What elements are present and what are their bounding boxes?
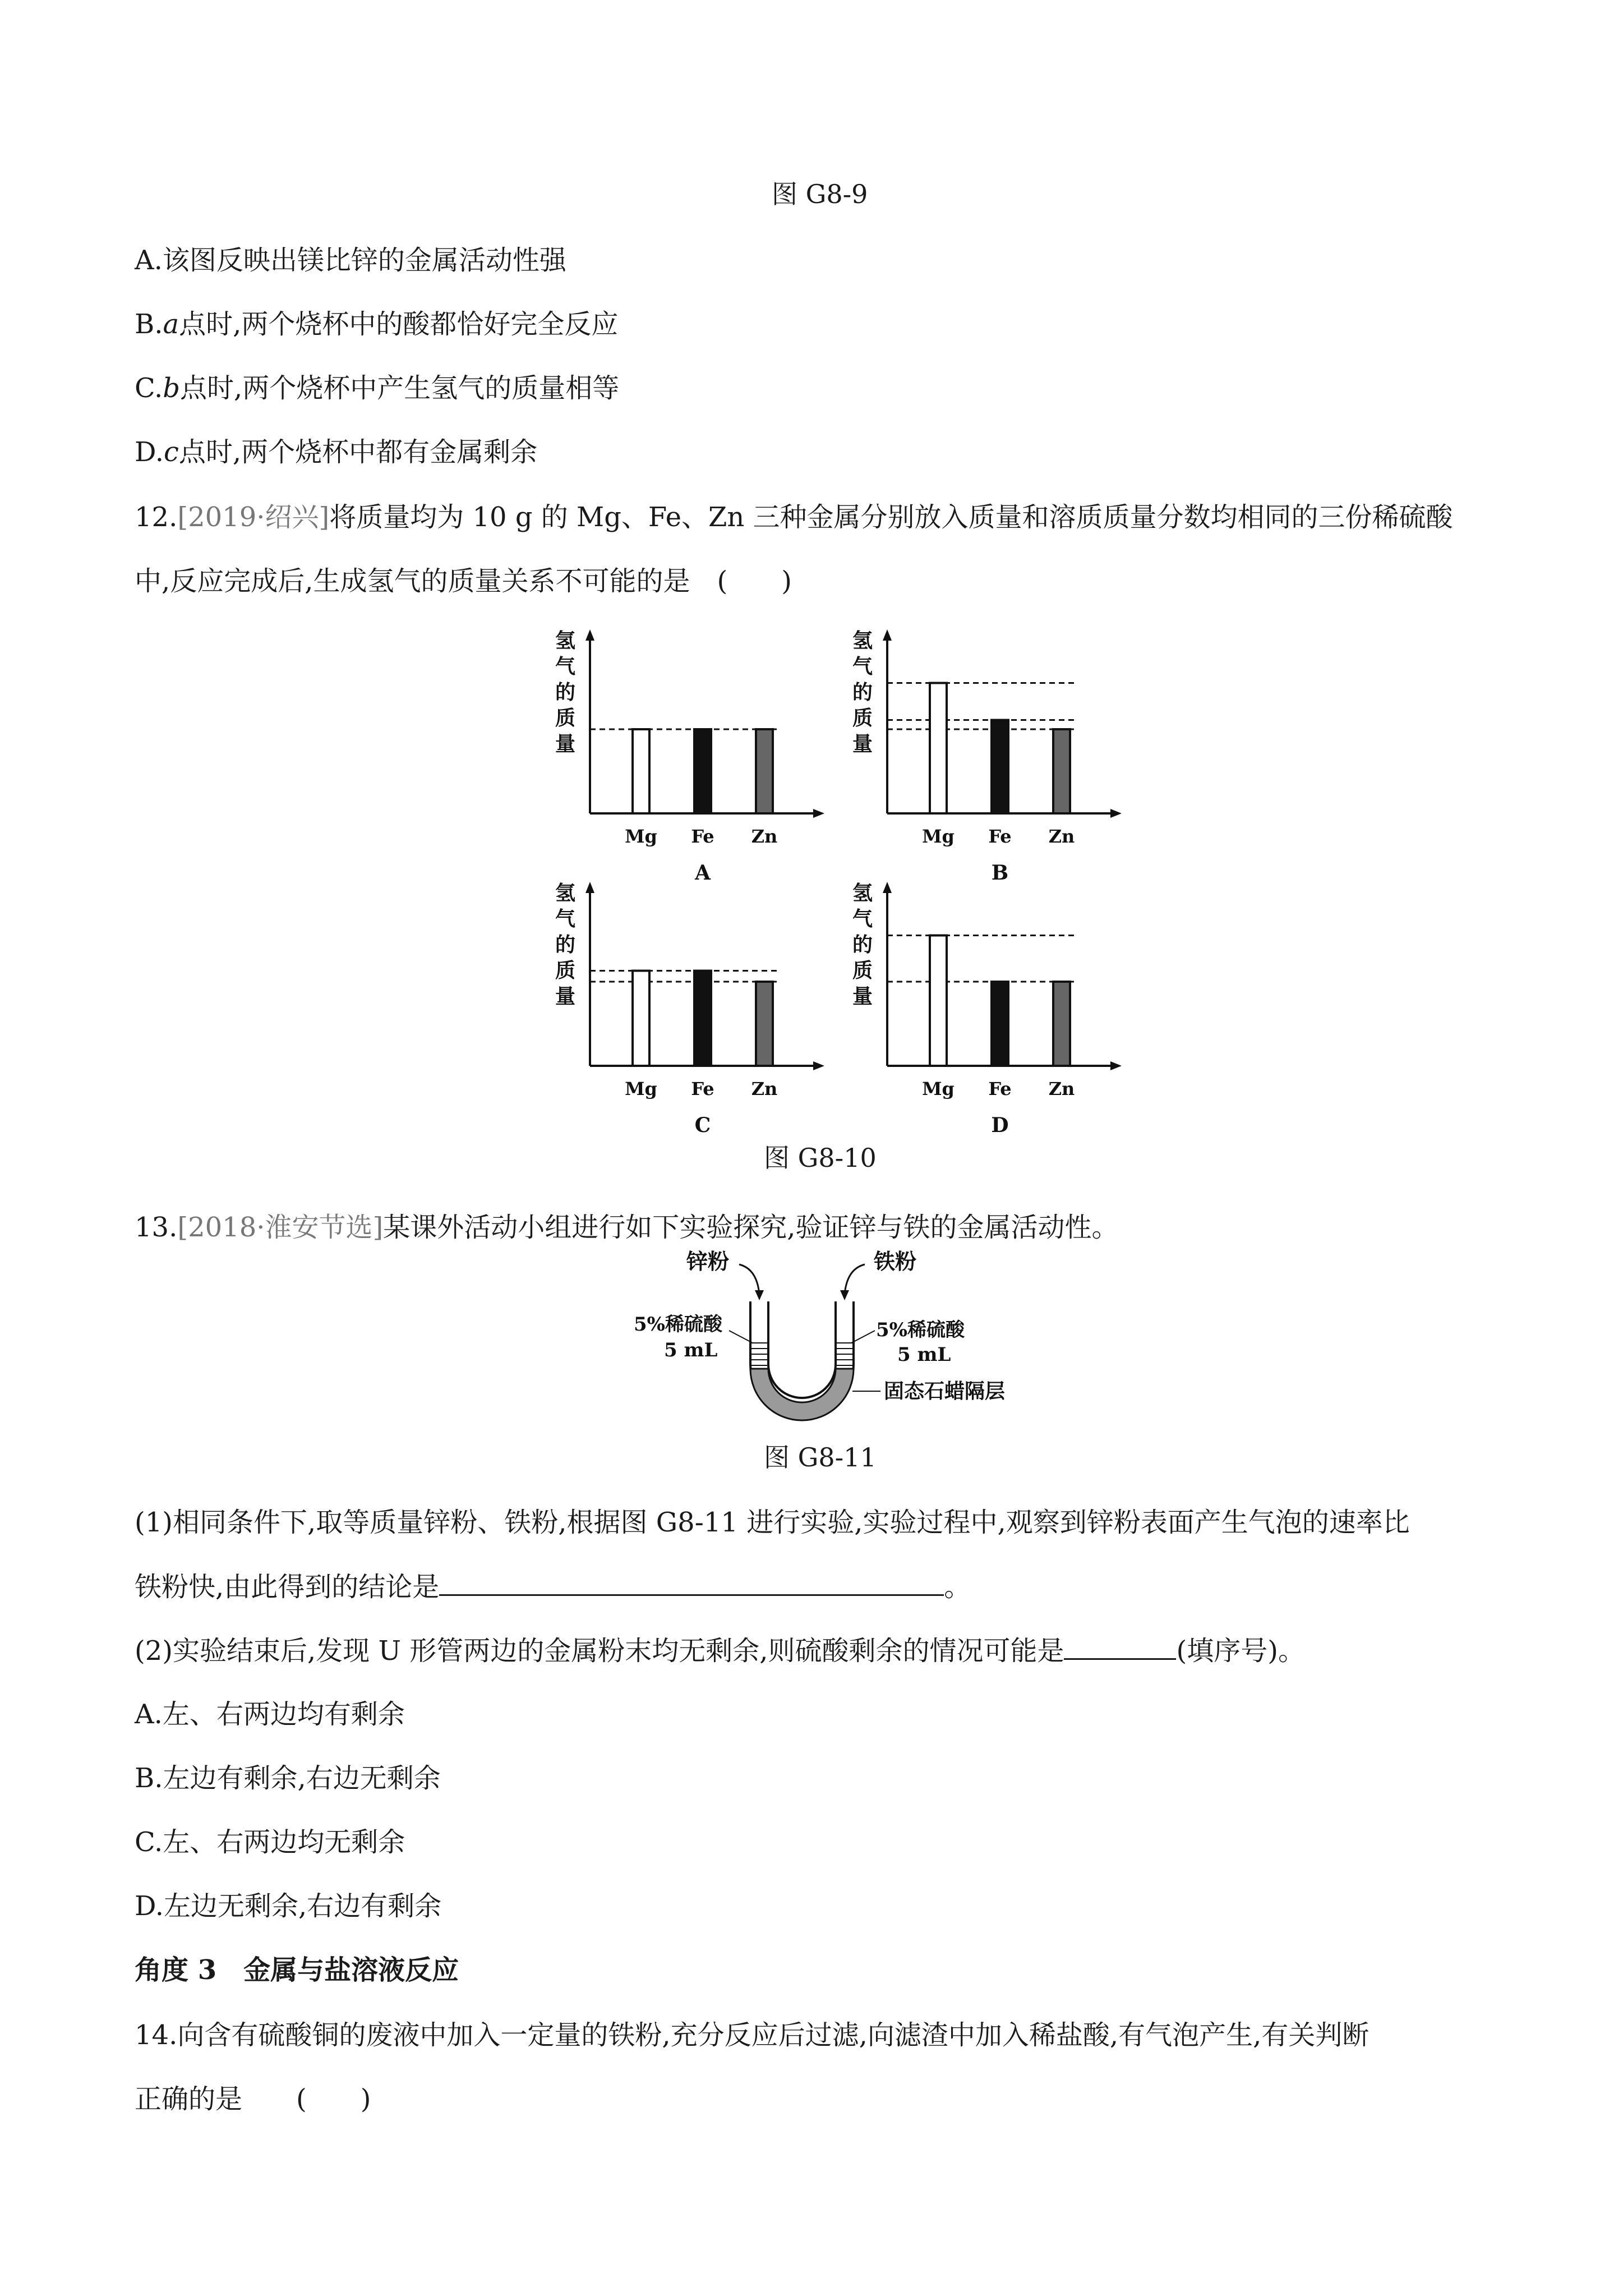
- answer-blank-1[interactable]: [439, 1570, 944, 1596]
- chart-title: C: [694, 1114, 711, 1137]
- q13-option-b: B.左边有剩余,右边无剩余: [135, 1763, 441, 1794]
- q13-option-c: C.左、右两边均无剩余: [135, 1826, 405, 1858]
- wax-layer: [750, 1369, 854, 1420]
- iron-arrow: [845, 1264, 865, 1295]
- bar-fe: [694, 971, 711, 1066]
- bar-chart-a: [555, 629, 824, 885]
- q12-line-2: 中,反应完成后,生成氢气的质量关系不可能的是 ( ): [135, 565, 792, 597]
- acid-right: [837, 1343, 852, 1365]
- x-tick-label: Fe: [988, 1078, 1012, 1099]
- acid-left: [751, 1343, 767, 1365]
- q13-sub2-line: (2)实验结束后,发现 U 形管两边的金属粉末均无剩余,则硫酸剩余的情况可能是 (填序号)。: [135, 1634, 1305, 1668]
- q12-number: 12.: [135, 501, 178, 533]
- bar-fe: [992, 982, 1008, 1066]
- q13-line: 13.[2018·淮安节选]某课外活动小组进行如下实验探究,验证锌与铁的金属活动性。: [135, 1212, 1119, 1243]
- q11-option-a: A.该图反映出镁比锌的金属活动性强: [135, 245, 566, 276]
- q13-option-a: A.左、右两边均有剩余: [135, 1699, 405, 1730]
- q12-source: [2019·绍兴]: [177, 501, 330, 533]
- bar-zn: [756, 982, 773, 1066]
- q14-line-2: 正确的是 ( ): [135, 2083, 371, 2115]
- x-tick-label: Mg: [922, 1078, 955, 1099]
- figure-g8-11: [617, 1246, 1009, 1417]
- q13-sub1-line-1: (1)相同条件下,取等质量锌粉、铁粉,根据图 G8-11 进行实验,实验过程中,观察到锌粉表面产生气泡的速率比: [135, 1507, 1410, 1538]
- bar-zn: [756, 729, 773, 813]
- bar-chart-d: [852, 881, 1122, 1137]
- x-tick-label: Zn: [751, 1078, 778, 1099]
- wax-label: 固态石蜡隔层: [884, 1379, 1006, 1403]
- x-tick-label: Zn: [1048, 1078, 1075, 1099]
- q13-source: [2018·淮安节选]: [177, 1212, 384, 1243]
- chart-title: B: [991, 861, 1009, 885]
- y-axis-label: 氢气的质量: [555, 881, 576, 1008]
- q13-number: 13.: [135, 1212, 178, 1243]
- bar-zn: [1053, 729, 1070, 813]
- x-tick-label: Fe: [691, 1078, 714, 1099]
- x-tick-label: Mg: [625, 826, 657, 847]
- q13-option-d: D.左边无剩余,右边有剩余: [135, 1890, 442, 1922]
- y-axis-label: 氢气的质量: [852, 881, 873, 1008]
- section-heading: 角度 3 金属与盐溶液反应: [135, 1954, 459, 1986]
- acid-left-label: 5%稀硫酸: [634, 1313, 722, 1336]
- bar-mg: [633, 729, 649, 813]
- bar-chart-c: [555, 881, 824, 1137]
- bar-chart-group: [538, 617, 1099, 1137]
- x-tick-label: Fe: [691, 826, 714, 847]
- x-tick-label: Zn: [1048, 826, 1075, 847]
- x-tick-label: Mg: [922, 826, 955, 847]
- y-axis-label: 氢气的质量: [852, 629, 873, 756]
- zinc-arrow: [739, 1264, 759, 1295]
- q11-option-c: C.b点时,两个烧杯中产生氢气的质量相等: [135, 372, 620, 404]
- q14-line-1: 14.向含有硫酸铜的废液中加入一定量的铁粉,充分反应后过滤,向滤渣中加入稀盐酸,有气泡产生,有关判断: [135, 2019, 1370, 2051]
- q11-option-d: D.c点时,两个烧杯中都有金属剩余: [135, 436, 538, 468]
- y-axis-label: 氢气的质量: [555, 629, 576, 756]
- x-tick-label: Mg: [625, 1078, 657, 1099]
- x-tick-label: Zn: [751, 826, 778, 847]
- bar-chart-b: [852, 629, 1122, 885]
- answer-blank-2[interactable]: [1064, 1634, 1176, 1660]
- volume-right-label: 5 mL: [897, 1343, 951, 1366]
- bar-mg: [930, 683, 947, 814]
- bar-mg: [930, 936, 947, 1066]
- q13-sub1-line-2: 铁粉快,由此得到的结论是 。: [135, 1570, 971, 1604]
- iron-label: 铁粉: [874, 1249, 917, 1274]
- q12-line-1: 12.[2019·绍兴]将质量均为 10 g 的 Mg、Fe、Zn 三种金属分别放入质量和溶质质量分数均相同的三份稀硫酸: [135, 501, 1453, 533]
- bar-fe: [992, 720, 1008, 814]
- x-tick-label: Fe: [988, 826, 1012, 847]
- q11-option-b: B.a点时,两个烧杯中的酸都恰好完全反应: [135, 309, 619, 340]
- figure-caption-g8-10: 图 G8-10: [764, 1143, 877, 1173]
- q14-number: 14.: [135, 2019, 178, 2051]
- zinc-label: 锌粉: [686, 1249, 730, 1274]
- figure-caption-g8-11: 图 G8-11: [764, 1442, 877, 1473]
- volume-left-label: 5 mL: [664, 1339, 718, 1361]
- bar-mg: [633, 971, 649, 1066]
- bar-fe: [694, 729, 711, 813]
- bar-zn: [1053, 982, 1070, 1066]
- acid-right-label: 5%稀硫酸: [876, 1319, 965, 1341]
- chart-title: A: [695, 861, 711, 885]
- chart-title: D: [991, 1114, 1009, 1137]
- figure-g8-10: [538, 617, 1099, 1137]
- figure-caption-g8-9: 图 G8-9: [772, 179, 868, 209]
